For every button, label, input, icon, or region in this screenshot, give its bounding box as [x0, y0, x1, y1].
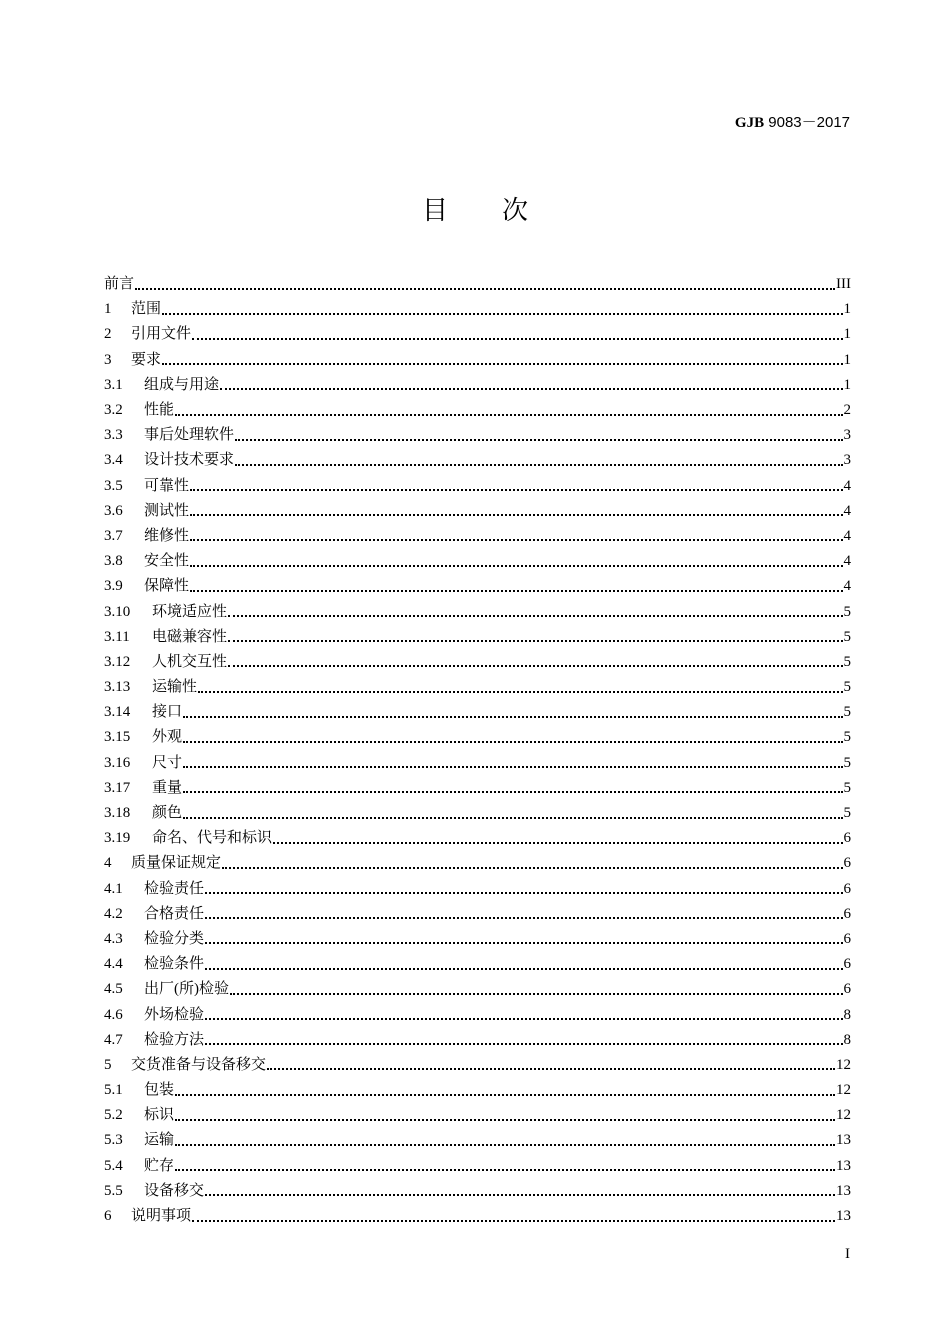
toc-entry[interactable] [104, 448, 851, 473]
toc-entry-number: 3 [104, 351, 112, 368]
toc-entry[interactable] [104, 574, 851, 599]
toc-entry[interactable] [104, 902, 851, 927]
toc-leader-dots [205, 1018, 842, 1020]
toc-leader-dots [190, 590, 842, 592]
table-of-contents [104, 272, 851, 1229]
toc-leader-dots [183, 817, 842, 819]
toc-entry-label: 事后处理软件 [144, 427, 235, 444]
toc-entry[interactable] [104, 826, 851, 851]
toc-leader-dots [205, 1043, 842, 1045]
toc-entry-page: 6 [843, 981, 851, 998]
toc-entry-label: 前言 [104, 276, 135, 293]
toc-entry-number: 5.3 [104, 1132, 123, 1149]
toc-entry-page: 13 [836, 1182, 851, 1199]
title-char-1: 目 [421, 196, 448, 226]
toc-leader-dots [190, 565, 842, 567]
toc-entry-number: 5 [104, 1056, 112, 1073]
toc-entry[interactable] [104, 751, 851, 776]
toc-leader-dots [162, 363, 842, 365]
toc-entry-page: 1 [843, 301, 851, 318]
toc-entry-label: 尺寸 [152, 754, 183, 771]
toc-leader-dots [205, 917, 842, 919]
toc-entry-label: 贮存 [144, 1157, 175, 1174]
toc-entry-label: 交货准备与设备移交 [131, 1056, 267, 1073]
toc-entry[interactable] [104, 524, 851, 549]
toc-entry[interactable] [104, 851, 851, 876]
toc-entry-page: 4 [843, 502, 851, 519]
toc-entry-number: 3.17 [104, 779, 131, 796]
toc-entry-page: 13 [836, 1157, 851, 1174]
toc-leader-dots [175, 1119, 835, 1121]
toc-leader-dots [192, 1220, 835, 1222]
toc-entry-page: 5 [843, 704, 851, 721]
toc-entry[interactable] [104, 348, 851, 373]
toc-entry-label: 维修性 [144, 527, 190, 544]
toc-leader-dots [175, 1169, 835, 1171]
toc-entry-label: 可靠性 [144, 477, 190, 494]
toc-leader-dots [183, 791, 842, 793]
toc-entry[interactable] [104, 549, 851, 574]
toc-leader-dots [183, 716, 842, 718]
toc-entry-page: 5 [843, 729, 851, 746]
toc-leader-dots [228, 640, 842, 642]
toc-entry-label: 质量保证规定 [131, 855, 222, 872]
toc-entry-number: 3.7 [104, 527, 123, 544]
toc-entry-page: 6 [843, 830, 851, 847]
toc-entry[interactable] [104, 297, 851, 322]
toc-entry-number: 3.6 [104, 502, 123, 519]
toc-leader-dots [162, 313, 842, 315]
toc-entry-number: 5.1 [104, 1082, 123, 1099]
toc-entry-number: 3.2 [104, 402, 123, 419]
toc-entry-page: 12 [836, 1082, 851, 1099]
toc-entry-label: 引用文件 [131, 326, 192, 343]
toc-entry[interactable] [104, 1002, 851, 1027]
toc-entry-label: 检验条件 [144, 956, 205, 973]
toc-entry-label: 运输 [144, 1132, 175, 1149]
toc-entry-page: 1 [843, 351, 851, 368]
toc-entry-label: 合格责任 [144, 905, 205, 922]
toc-entry[interactable] [104, 272, 851, 297]
toc-entry[interactable] [104, 1078, 851, 1103]
toc-leader-dots [267, 1068, 835, 1070]
toc-entry-number: 3.1 [104, 376, 123, 393]
toc-entry-page: 12 [836, 1056, 851, 1073]
toc-leader-dots [235, 464, 842, 466]
toc-entry-number: 4.5 [104, 981, 123, 998]
toc-entry-number: 4.1 [104, 880, 123, 897]
toc-leader-dots [273, 842, 842, 844]
toc-leader-dots [228, 615, 842, 617]
toc-entry-number: 6 [104, 1208, 112, 1225]
standard-code-prefix: GJB [734, 115, 765, 131]
toc-entry-page: 6 [843, 880, 851, 897]
toc-entry-label: 检验责任 [144, 880, 205, 897]
toc-entry[interactable] [104, 952, 851, 977]
toc-entry-number: 3.9 [104, 578, 123, 595]
toc-entry-page: 5 [843, 754, 851, 771]
toc-entry-page: 5 [843, 805, 851, 822]
toc-entry-label: 人机交互性 [152, 653, 228, 670]
toc-entry[interactable] [104, 625, 851, 650]
standard-code [735, 111, 850, 132]
toc-entry[interactable] [104, 700, 851, 725]
toc-entry-number: 2 [104, 326, 112, 343]
toc-entry-label: 出厂(所)检验 [144, 981, 229, 998]
toc-leader-dots [135, 288, 835, 290]
toc-entry-number: 3.10 [104, 603, 131, 620]
toc-leader-dots [183, 741, 842, 743]
toc-entry-label: 外观 [152, 729, 183, 746]
toc-entry-label: 检验分类 [144, 930, 205, 947]
toc-entry[interactable] [104, 1204, 851, 1229]
toc-entry-number: 1 [104, 301, 112, 318]
toc-entry-number: 3.14 [104, 704, 131, 721]
toc-entry-page: 8 [843, 1006, 851, 1023]
toc-entry-number: 3.16 [104, 754, 131, 771]
toc-entry-page: 1 [843, 376, 851, 393]
toc-entry-number: 3.11 [104, 628, 130, 645]
toc-leader-dots [205, 968, 842, 970]
toc-leader-dots [175, 1144, 835, 1146]
toc-entry[interactable] [104, 877, 851, 902]
toc-entry-page: 1 [843, 326, 851, 343]
toc-leader-dots [235, 439, 842, 441]
toc-entry-label: 测试性 [144, 502, 190, 519]
toc-entry[interactable] [104, 423, 851, 448]
toc-entry-label: 设备移交 [144, 1182, 205, 1199]
toc-leader-dots [198, 691, 842, 693]
toc-leader-dots [192, 338, 842, 340]
toc-entry-number: 3.13 [104, 679, 131, 696]
toc-entry-number: 3.12 [104, 653, 131, 670]
toc-leader-dots [230, 993, 843, 995]
toc-entry-number: 4 [104, 855, 112, 872]
toc-entry-page: 5 [843, 603, 851, 620]
toc-entry-number: 4.4 [104, 956, 123, 973]
toc-entry-number: 4.2 [104, 905, 123, 922]
toc-entry[interactable] [104, 499, 851, 524]
toc-entry[interactable] [104, 650, 851, 675]
toc-entry-page: 5 [843, 628, 851, 645]
toc-leader-dots [205, 1194, 835, 1196]
toc-entry-page: 3 [843, 427, 851, 444]
toc-entry-page: 5 [843, 653, 851, 670]
toc-entry[interactable] [104, 977, 851, 1002]
toc-entry-label: 组成与用途 [144, 376, 220, 393]
toc-entry-label: 重量 [152, 779, 183, 796]
toc-entry[interactable] [104, 474, 851, 499]
toc-entry-label: 保障性 [144, 578, 190, 595]
toc-entry-label: 接口 [152, 704, 183, 721]
toc-leader-dots [228, 665, 842, 667]
toc-entry[interactable] [104, 725, 851, 750]
toc-entry-page: 8 [843, 1031, 851, 1048]
toc-entry-number: 4.6 [104, 1006, 123, 1023]
toc-entry-label: 安全性 [144, 553, 190, 570]
toc-entry-page: 12 [836, 1107, 851, 1124]
toc-entry-number: 5.4 [104, 1157, 123, 1174]
toc-leader-dots [175, 1094, 835, 1096]
toc-entry-label: 检验方法 [144, 1031, 205, 1048]
toc-entry-page: 6 [843, 930, 851, 947]
toc-leader-dots [175, 414, 842, 416]
toc-entry-number: 5.2 [104, 1107, 123, 1124]
toc-entry[interactable] [104, 1028, 851, 1053]
toc-entry[interactable] [104, 776, 851, 801]
toc-entry[interactable] [104, 373, 851, 398]
toc-entry-number: 3.19 [104, 830, 131, 847]
toc-entry-page: 3 [843, 452, 851, 469]
toc-entry-page: 6 [843, 956, 851, 973]
toc-entry-label: 运输性 [152, 679, 198, 696]
toc-leader-dots [190, 539, 842, 541]
toc-entry-page: 6 [843, 905, 851, 922]
toc-entry-label: 包装 [144, 1082, 175, 1099]
toc-entry-label: 说明事项 [131, 1208, 192, 1225]
toc-leader-dots [220, 388, 842, 390]
toc-entry[interactable] [104, 599, 851, 624]
toc-entry-page: 4 [843, 527, 851, 544]
toc-entry[interactable] [104, 801, 851, 826]
toc-entry-label: 电磁兼容性 [152, 628, 228, 645]
toc-entry-page: 13 [836, 1132, 851, 1149]
toc-entry-number: 4.3 [104, 930, 123, 947]
toc-entry-page: III [836, 276, 851, 293]
toc-entry-label: 环境适应性 [152, 603, 228, 620]
toc-entry-label: 颜色 [152, 805, 183, 822]
toc-entry-number: 5.5 [104, 1182, 123, 1199]
page-number: I [845, 1246, 850, 1262]
toc-leader-dots [190, 489, 842, 491]
toc-entry-number: 3.18 [104, 805, 131, 822]
toc-entry-label: 要求 [131, 351, 162, 368]
toc-entry-label: 外场检验 [144, 1006, 205, 1023]
toc-entry[interactable] [104, 322, 851, 347]
toc-entry-label: 命名、代号和标识 [152, 830, 273, 847]
toc-entry[interactable] [104, 675, 851, 700]
toc-leader-dots [205, 942, 842, 944]
toc-entry-page: 4 [843, 578, 851, 595]
toc-entry-page: 13 [836, 1208, 851, 1225]
toc-entry-page: 5 [843, 679, 851, 696]
title-char-2: 次 [502, 196, 529, 226]
toc-entry[interactable] [104, 927, 851, 952]
toc-leader-dots [222, 867, 842, 869]
toc-entry[interactable] [104, 1179, 851, 1204]
toc-entry-page: 5 [843, 779, 851, 796]
toc-entry-label: 性能 [144, 402, 175, 419]
toc-entry-number: 3.5 [104, 477, 123, 494]
toc-leader-dots [183, 766, 842, 768]
toc-entry[interactable] [104, 398, 851, 423]
toc-entry-page: 4 [843, 553, 851, 570]
toc-entry-label: 范围 [131, 301, 162, 318]
toc-leader-dots [205, 892, 842, 894]
toc-entry-page: 6 [843, 855, 851, 872]
toc-entry-label: 标识 [144, 1107, 175, 1124]
toc-entry[interactable] [104, 1103, 851, 1128]
toc-entry-number: 4.7 [104, 1031, 123, 1048]
toc-entry-number: 3.15 [104, 729, 131, 746]
page-title [0, 190, 950, 227]
toc-leader-dots [190, 514, 842, 516]
toc-entry[interactable] [104, 1128, 851, 1153]
toc-entry[interactable] [104, 1053, 851, 1078]
toc-entry-number: 3.4 [104, 452, 123, 469]
toc-entry-number: 3.8 [104, 553, 123, 570]
toc-entry[interactable] [104, 1154, 851, 1179]
standard-code-number: 9083－2017 [764, 114, 850, 131]
toc-entry-page: 2 [843, 402, 851, 419]
toc-entry-label: 设计技术要求 [144, 452, 235, 469]
toc-entry-page: 4 [843, 477, 851, 494]
toc-entry-number: 3.3 [104, 427, 123, 444]
